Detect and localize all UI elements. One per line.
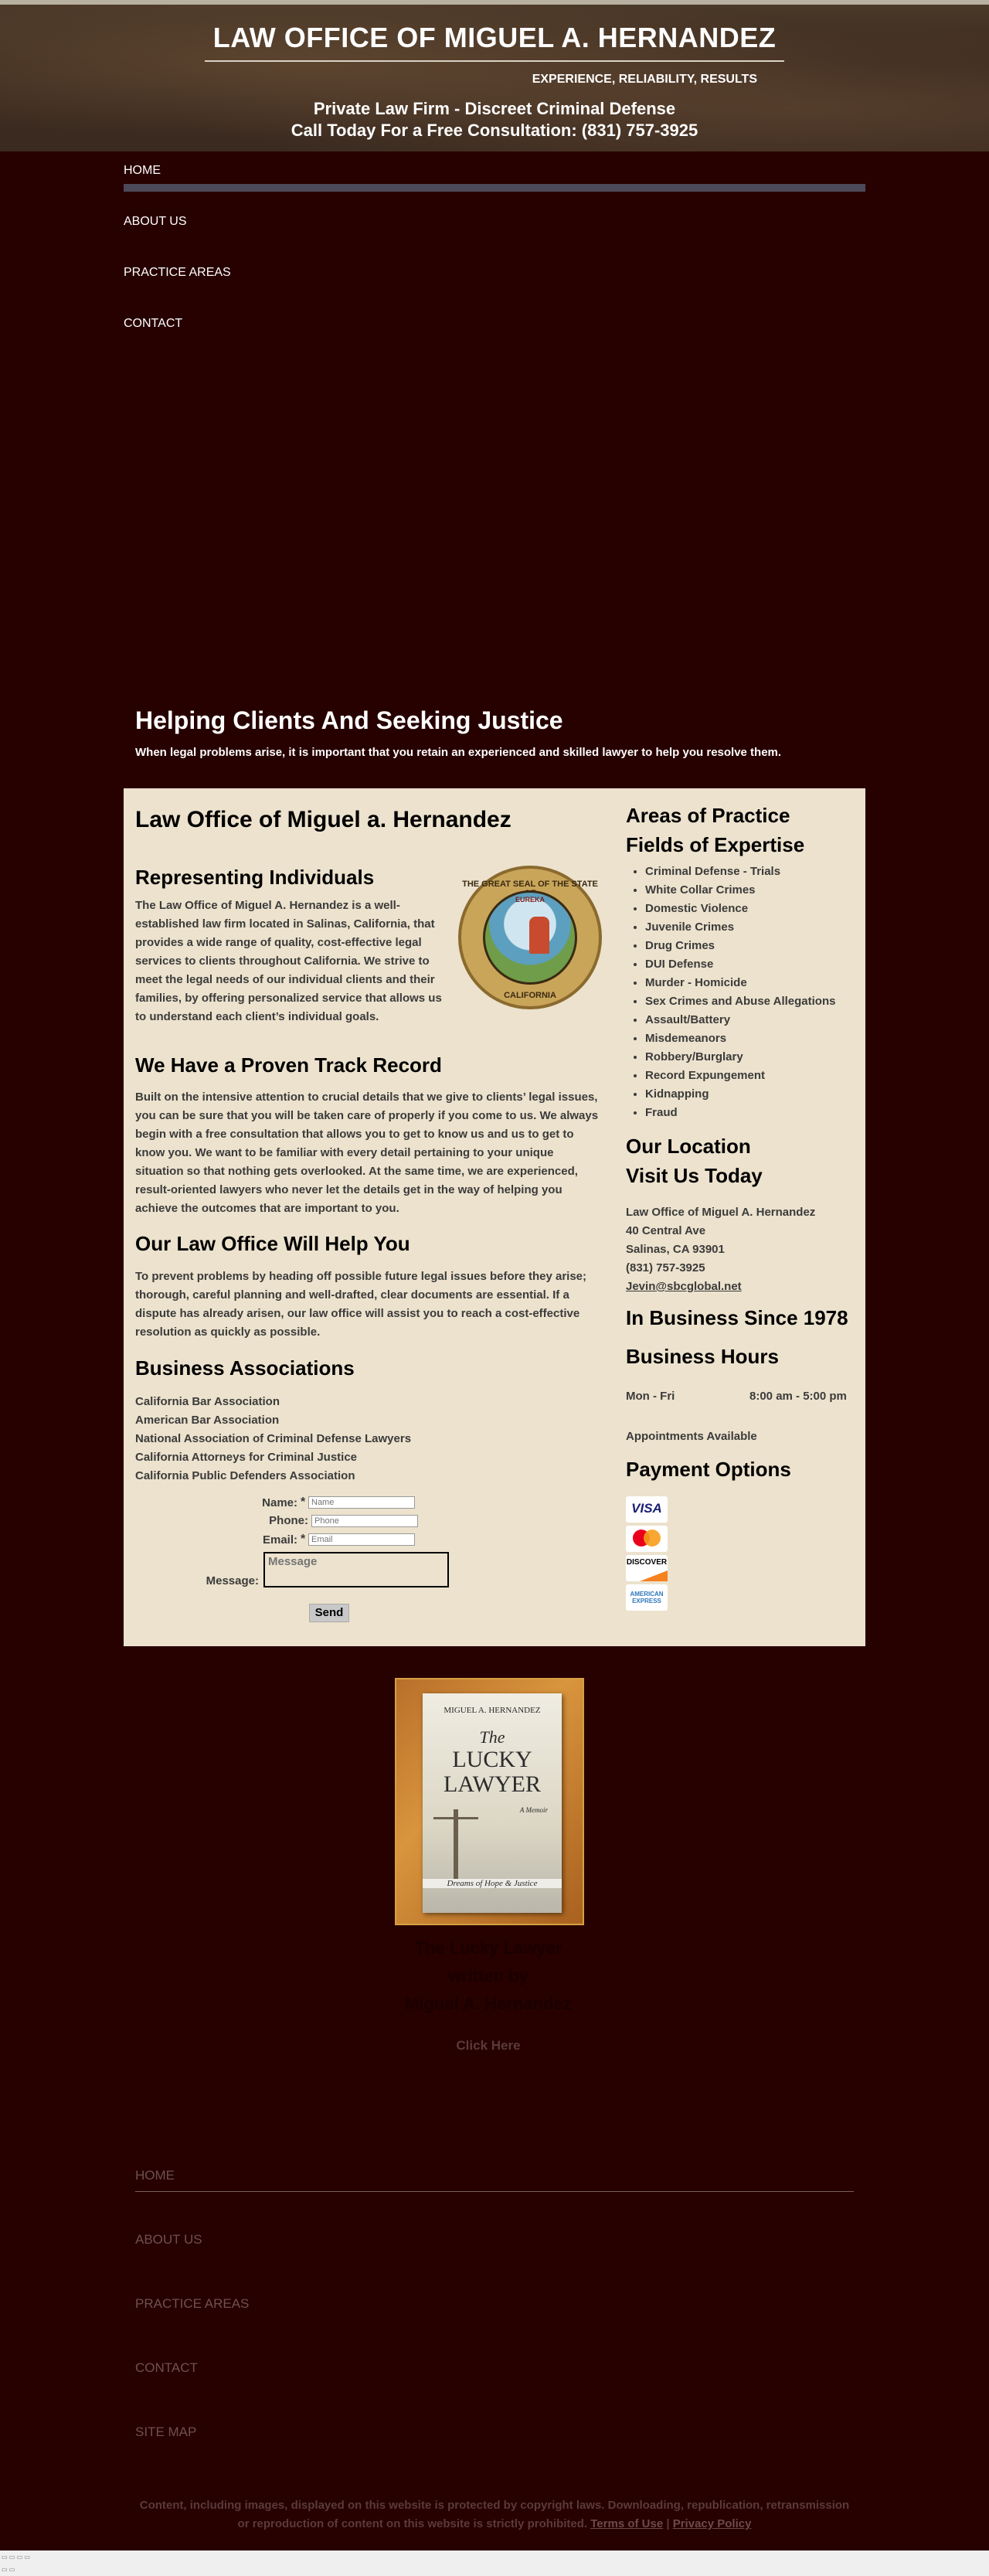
discover-card-label: DISCOVER [626,1558,668,1567]
book-caption-title: The Lucky Lawyer [414,1938,562,1958]
hero-subtitle: When legal problems arise, it is important that you retain an experienced and skilled lawyer to help you resolve them. [135,746,782,759]
footer-nav-contact[interactable]: CONTACT [135,2360,198,2375]
book-cover-title: LUCKY LAWYER [444,1747,541,1797]
name-label: Name: [262,1496,297,1509]
name-row [243,1496,415,1509]
email-label: Email: [262,1533,297,1547]
book-cover-author: MIGUEL A. HERNANDEZ [444,1706,541,1715]
list-item: California Public Defenders Association [135,1469,355,1482]
book-cover-sub: A Memoir [519,1806,548,1814]
send-button[interactable]: Send [309,1604,349,1622]
section-body-representing: The Law Office of Miguel A. Hernandez is a well-established law firm located in Salinas, California, that provides a wide range of quality, cost-effective legal services to clients throughout California. We strive to meet the legal needs of our individual clients and their families, by offering personalized service that allows us to understand each client’s individual goals. [135,899,442,1023]
footer-nav-practice-areas[interactable]: PRACTICE AREAS [135,2296,250,2311]
list-item: • Fraud [645,1104,835,1122]
section-heading-help-you: Our Law Office Will Help You [135,1232,410,1255]
list-item: • Kidnapping [645,1085,835,1104]
nav-item-practice-areas[interactable]: PRACTICE AREAS [124,266,231,279]
privacy-policy-link[interactable]: Privacy Policy [672,2517,752,2530]
message-row [182,1551,449,1587]
email-field[interactable] [308,1533,415,1546]
footer-nav-divider [135,2191,854,2192]
expertise-heading: Fields of Expertise [626,833,805,856]
message-label: Message: [206,1574,259,1587]
practice-heading: Areas of Practice [626,804,790,827]
book-cover [423,1693,562,1913]
location-heading: Our Location [626,1135,751,1158]
list-item: California Bar Association [135,1395,280,1408]
message-field[interactable] [263,1552,449,1587]
main-content [124,788,865,1646]
legal-separator: | [666,2517,670,2530]
site-header [0,0,989,151]
visa-card-label: VISA [631,1501,662,1516]
list-item: • Criminal Defense - Trials [645,863,835,881]
book-cover-image[interactable] [395,1678,584,1925]
book-caption-written-by: written by [448,1966,528,1986]
hours-time: 8:00 am - 5:00 pm [749,1390,847,1403]
seal-bottom-text: CALIFORNIA [504,991,556,1000]
list-item: • Sex Crimes and Abuse Allegations [645,992,835,1011]
associations-heading: Business Associations [135,1356,355,1380]
practice-list [645,863,835,1122]
phone-label: Phone: [269,1514,308,1527]
hours-heading: Business Hours [626,1345,779,1368]
discover-card-icon [626,1555,668,1581]
list-item: • DUI Defense [645,955,835,974]
name-field[interactable] [308,1496,415,1509]
list-item: • Robbery/Burglary [645,1048,835,1067]
address-name: Law Office of Miguel A. Hernandez [626,1206,816,1219]
book-cover-the: The [479,1727,505,1747]
address-email-link[interactable]: Jevin@sbcglobal.net [626,1280,742,1293]
list-item: • Juvenile Crimes [645,918,835,937]
phone-field[interactable] [311,1515,418,1527]
nav-item-contact[interactable]: CONTACT [124,317,183,330]
site-title[interactable]: LAW OFFICE OF MIGUEL A. HERNANDEZ [212,22,777,53]
list-item: • Murder - Homicide [645,974,835,992]
mastercard-orange-circle [644,1530,661,1547]
list-item: • Drug Crimes [645,937,835,955]
list-item: • Record Expungement [645,1067,835,1085]
payment-heading: Payment Options [626,1458,791,1481]
required-mark: * [301,1496,306,1509]
tagline: EXPERIENCE, RELIABILITY, RESULTS [532,73,757,86]
email-row [243,1533,415,1547]
list-item: American Bar Association [135,1414,280,1427]
hours-days: Mon - Fri [626,1390,675,1403]
section-body-help-you: To prevent problems by heading off possible future legal issues before they arise; thorough, careful planning and well-drafted, clear documents are essential. If a dispute has already arisen, our law office will assist you to reach a cost-effective resolution as quickly as possible. [135,1270,587,1339]
visa-card-icon [626,1496,668,1523]
required-mark: * [301,1533,306,1546]
nav-item-home[interactable]: HOME [124,151,865,202]
legal-text: Content, including images, displayed on this website is protected by copyright laws. Downloading, republication, retransmission or reproduction of content on this website is strictly prohibited. [139,2499,850,2530]
seal-motto: EUREKA [515,896,545,903]
section-heading-representing: Representing Individuals [135,866,375,889]
address-street: 40 Central Ave [626,1224,706,1237]
visit-heading: Visit Us Today [626,1164,763,1187]
footer-nav-about-us[interactable]: ABOUT US [135,2232,202,2247]
appointments-note: Appointments Available [626,1430,757,1443]
seal-top-text: THE GREAT SEAL OF THE STATE [462,880,598,889]
nav-item-about-us[interactable]: ABOUT US [124,215,187,228]
legal-notice [135,2496,854,2533]
amex-card-icon [626,1584,668,1611]
main-nav [124,151,865,356]
phone-line[interactable]: Call Today For a Free Consultation: (831) 757-3925 [291,121,698,140]
associations-list [135,1393,411,1485]
title-divider [205,60,784,62]
bottom-bar-dots: ▭ ▭ ▭ ▭ [2,2554,30,2561]
mastercard-icon [626,1526,668,1552]
firm-heading: Law Office of Miguel a. Hernandez [135,807,511,832]
bottom-bar-dots-2: ▭ ▭ [2,2566,15,2573]
seal-figure [529,917,549,954]
footer-nav-home[interactable]: HOME [135,2168,175,2183]
list-item: • Assault/Battery [645,1011,835,1029]
since-heading: In Business Since 1978 [626,1306,848,1329]
book-caption-author: Miguel A. Hernandez [405,1994,572,2013]
hero-title: Helping Clients And Seeking Justice [135,706,563,734]
browser-bottom-bar [0,2550,989,2576]
phone-row [243,1514,418,1527]
footer-nav [135,2168,854,2489]
address-phone[interactable]: (831) 757-3925 [626,1261,705,1274]
section-heading-track-record: We Have a Proven Track Record [135,1053,442,1077]
list-item: • Misdemeanors [645,1029,835,1048]
list-item: National Association of Criminal Defense Lawyers [135,1432,412,1445]
book-cover-tagline: Dreams of Hope & Justice [423,1879,562,1888]
book-caption [371,1935,606,2018]
california-seal-image [458,866,602,1009]
book-click-here-link[interactable]: Click Here [456,2038,521,2053]
scales-of-justice-icon [454,1809,458,1879]
discover-stripe [640,1570,668,1581]
terms-of-use-link[interactable]: Terms of Use [590,2517,664,2530]
firm-type: Private Law Firm - Discreet Criminal Defense [313,99,676,118]
section-body-track-record: Built on the intensive attention to crucial details that we give to clients’ legal issues, you can be sure that you will be taken care of properly if you come to us. We always begin with a free consultation that allows you to get to know us and us to get to know you. We want to be familiar with every detail pertaining to your unique situation so that nothing gets overlooked. At the same time, we are experienced, result-oriented lawyers who never let the details get in the way of helping you achieve the outcomes that are important to you. [135,1091,599,1215]
list-item: California Attorneys for Criminal Justice [135,1451,358,1464]
address-city: Salinas, CA 93901 [626,1243,725,1256]
list-item: • Domestic Violence [645,900,835,918]
list-item: • White Collar Crimes [645,881,835,900]
footer-nav-site-map[interactable]: SITE MAP [135,2425,197,2439]
amex-card-label: AMERICAN EXPRESS [630,1591,664,1604]
